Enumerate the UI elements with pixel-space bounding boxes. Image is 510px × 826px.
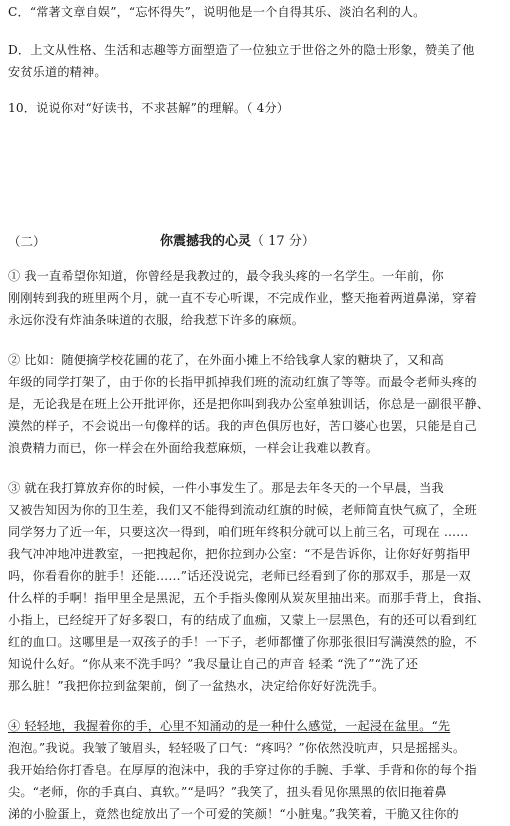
paragraph-4-line: 泡泡。”我说。我皱了皱眉头，轻轻吸了口气：“疼吗？”你依然没吭声，只是摇摇头。 bbox=[8, 741, 466, 755]
paragraph-1-line: 永远你没有炸油条味道的衣服，给我惹下许多的麻烦。 bbox=[8, 313, 305, 327]
paragraph-1-line: ① 我一直希望你知道，你曾经是我教过的，最令我头疼的一名学生。一年前，你 bbox=[8, 269, 444, 283]
option-c: C．“常著文章自娱”，“忘怀得失”，说明他是一个自得其乐、淡泊名利的人。 bbox=[8, 5, 426, 19]
option-d-line-1: D．上文从性格、生活和志趣等方面塑造了一位独立于世俗之外的隐士形象，赞美了他 bbox=[8, 43, 475, 57]
paragraph-3-line: 什么样的手啊！指甲里全是黑泥，五个手指头像刚从炭灰里抽出来。而那手背上，食指、 bbox=[8, 591, 490, 605]
paragraph-4-line: 尖。“老师，你的手真白、真软。”“是吗？”我笑了，扭头看见你黑黑的依旧拖着鼻 bbox=[8, 785, 447, 799]
paragraph-2-line: 漠然的样子，不会说出一句像样的话。我的声色俱厉也好，苦口婆心也罢，只能是自己 bbox=[8, 419, 477, 433]
paragraph-3-line: ③ 就在我打算放弃你的时候，一件小事发生了。那是去年冬天的一个早晨，当我 bbox=[8, 481, 444, 495]
paragraph-1-line: 刚刚转到我的班里两个月，就一直不专心听课，不完成作业，整天拖着两道鼻涕，穿着 bbox=[8, 291, 477, 305]
paragraph-2-line: 年级的同学打架了，由于你的长指甲抓掉我们班的流动红旗了等等。而最令老师头疼的 bbox=[8, 375, 477, 389]
section-number: （二） bbox=[8, 234, 46, 249]
paragraph-3-line: 知说什么好。“你从来不洗手吗？”我尽量让自己的声音 轻柔 “洗了”“洗了还 bbox=[8, 657, 419, 671]
paragraph-3-line: 又被告知因为你的卫生差，我们又不能得到流动红旗的时候，老师简直快气疯了，全班 bbox=[8, 503, 477, 517]
paragraph-3-line: 小指上，已经绽开了好多裂口，有的结成了血痂，又蒙上一层黑色，有的还可以看到红 bbox=[8, 613, 477, 627]
option-d-line-2: 安贫乐道的精神。 bbox=[8, 65, 107, 79]
paragraph-2-line: 浪费精力而已，你一样会在外面给我惹麻烦，一样会让我难以教育。 bbox=[8, 441, 379, 455]
paragraph-3-line: 吗，你看看你的脏手！还能……”话还没说完，老师已经看到了你的那双手，那是一双 bbox=[8, 569, 471, 583]
paragraph-3-line: 那么脏！”我把你拉到盆架前，倒了一盆热水，决定给你好好洗洗手。 bbox=[8, 679, 385, 693]
section-title-text: 你震撼我的心灵 bbox=[160, 234, 252, 249]
section-score: （ 17 分） bbox=[251, 234, 315, 249]
paragraph-4-underlined-line: ④ 轻轻地，我握着你的手，心里不知涌动的是一种什么感觉，一起浸在盆里。“先 bbox=[8, 719, 451, 733]
paragraph-2-line: 是，无论我是在班上公开批评你，还是把你叫到我办公室单独训话，你总是一副很平静、 bbox=[8, 397, 490, 411]
paragraph-3-line: 同学努力了近一年，只要这次一得到，咱们班年终积分就可以上前三名，可现在 …… bbox=[8, 525, 469, 539]
paragraph-4-line: 我开始给你打香皂。在厚厚的泡沫中，我的手穿过你的手腕、手掌、手背和你的每个指 bbox=[8, 763, 477, 777]
paragraph-4-line: 涕的小脸蛋上，竟然也绽放出了一个可爱的笑颜！“小脏鬼。”我笑着，干脆又往你的 bbox=[8, 807, 459, 821]
section-title bbox=[160, 230, 315, 249]
paragraph-3-line: 我气冲冲地冲进教室，一把拽起你，把你拉到办公室：“不是告诉你，让你好好剪指甲 bbox=[8, 547, 471, 561]
question-10: 10．说说你对“好读书，不求甚解”的理解。（ 4分） bbox=[8, 101, 290, 115]
paragraph-2-line: ② 比如：随便摘学校花圃的花了，在外面小摊上不给钱拿人家的糖块了，又和高 bbox=[8, 353, 444, 367]
paragraph-3-line: 红的血口。这哪里是一双孩子的手！一下子，老师都懂了你那张很旧写满漠然的脸，不 bbox=[8, 635, 477, 649]
